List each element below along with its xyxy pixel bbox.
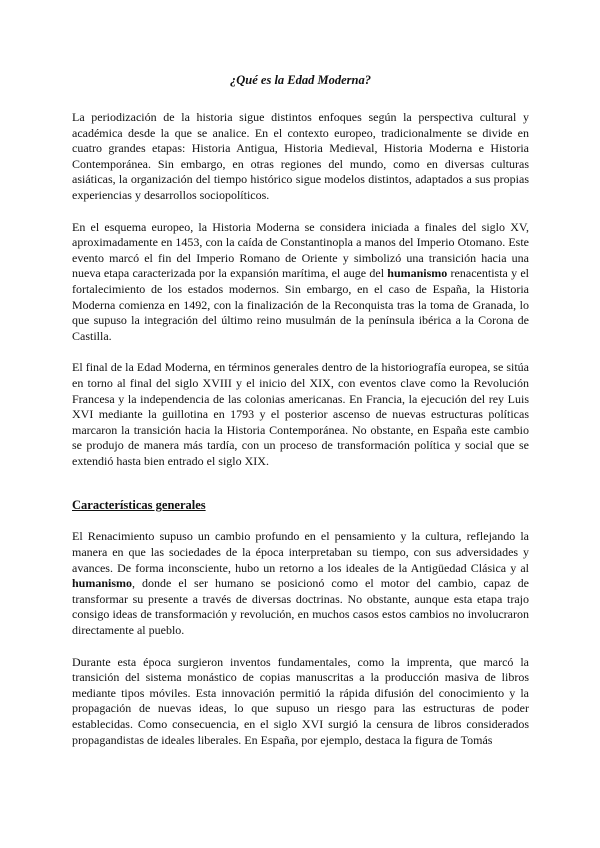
paragraph-text: renacentista y el fortalecimiento de los estados modernos. Sin embargo, en el caso de España, la Historia Moderna comienza en 1492, con la finalización de la Reconquista tras la toma de Granada, lo que supuso la integración del último reino musulmán de la península ibérica a la Corona de Castilla. [72,266,529,343]
section-heading: Características generales [72,498,206,513]
document-title: ¿Qué es la Edad Moderna? [230,73,371,87]
paragraph-periodization: La periodización de la historia sigue distintos enfoques según la perspectiva cultural y académica desde la que se analice. En el contexto europeo, tradicionalmente se divide en cuatro grandes etapas: Historia Antigua, Historia Medieval, Historia Moderna e Historia Contemporánea. Sin embargo, en otras regiones del mundo, como en diversas culturas asiáticas, la organización del tiempo histórico sigue modelos distintos, adaptados a sus propias experiencias y desarrollos sociopolíticos. [72,110,529,202]
paragraph-text: En el esquema europeo, la Historia Moderna se considera iniciada a finales del siglo XV, aproximadamente en 1453, con la caída de Constantinopla a manos del Imperio Otomano. Este evento marcó el fin del Imperio Romano de Oriente y simbolizó una transición hacia una nueva etapa caracterizada por la expansión marítima, el auge del [72,219,529,281]
bold-term-humanismo: humanismo [387,266,448,281]
paragraph-text: , donde el ser humano se posicionó como el motor del cambio, capaz de transformar su presente a través de diversas doctrinas. No obstante, aunque esta etapa trajo consigo ideas de transformación y revolución, en muchos casos estos cambios no involucraron directamente al pueblo. [72,576,529,638]
paragraph-inventions: Durante esta época surgieron inventos fundamentales, como la imprenta, que marcó la transición del sistema monástico de copias manuscritas a la producción masiva de libros mediante tipos móviles. Esta innovación permitió la rápida difusión del conocimiento y la propagación de nuevas ideas, lo que supuso un riesgo para las estructuras de poder establecidas. Como consecuencia, en el siglo XVI surgió la censura de libros considerados propagandistas de ideales liberales. En España, por ejemplo, destaca la figura de Tomás [72,654,529,747]
bold-term-humanismo: humanismo [72,576,133,591]
paragraph-renaissance [72,529,529,638]
paragraph-text: El Renacimiento supuso un cambio profundo en el pensamiento y la cultura, reflejando la manera en que las sociedades de la época interpretaban su tiempo, con sus adversidades y avances. De forma inconsciente, hubo un retorno a los ideales de la Antigüedad Clásica y al [72,529,529,575]
paragraph-modern-history-start [72,220,529,345]
paragraph-modern-age-end: El final de la Edad Moderna, en términos generales dentro de la historiografía europea, se sitúa en torno al final del siglo XVIII y el inicio del XIX, con eventos clave como la Revolución Francesa y la independencia de las colonias americanas. En Francia, la ejecución del rey Luis XVI mediante la guillotina en 1793 y el posterior ascenso de nuevas estructuras políticas marcaron la transición hacia la Historia Contemporánea. No obstante, en España este cambio se produjo de manera más tardía, con un proceso de transformación política y social que se extendió hasta bien entrado el siglo XIX. [72,360,529,468]
